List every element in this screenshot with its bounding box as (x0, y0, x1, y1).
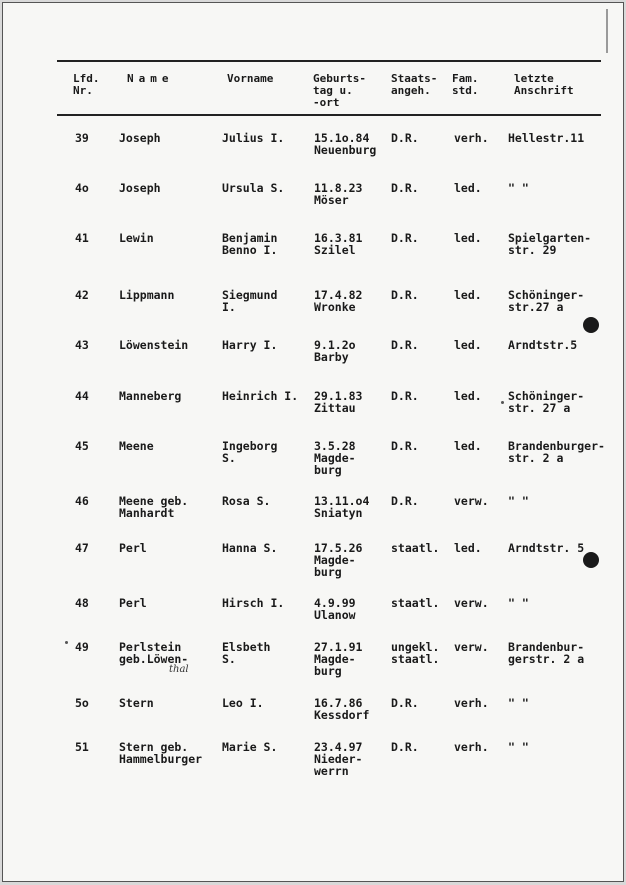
cell-vorname: Siegmund I. (222, 288, 278, 314)
cell-staat: D.R. (391, 181, 419, 195)
cell-geburt: 4.9.99 Ulanow (314, 596, 356, 622)
cell-geburt: 9.1.2o Barby (314, 338, 356, 364)
cell-fam: led. (454, 288, 482, 302)
header-adresse: letzte Anschrift (514, 72, 574, 97)
cell-adresse: Arndtstr. 5 (508, 541, 585, 555)
cell-vorname: Hanna S. (222, 541, 278, 555)
table-row (3, 232, 624, 282)
cell-adresse: Spielgarten- str. 29 (508, 231, 592, 257)
cell-adresse: Hellestr.11 (508, 131, 585, 145)
cell-fam: verw. (454, 640, 489, 654)
cell-geburt: 29.1.83 Zittau (314, 389, 363, 415)
handwritten-note: thal (169, 664, 189, 675)
cell-fam: led. (454, 389, 482, 403)
cell-name: Lippmann (119, 288, 175, 302)
cell-fam: led. (454, 338, 482, 352)
header-fam: Fam. std. (452, 72, 479, 97)
cell-geburt: 27.1.91 Magde- burg (314, 640, 363, 678)
cell-name: Löwenstein (119, 338, 189, 352)
cell-name: Joseph (119, 181, 161, 195)
cell-name: Stern geb. Hammelburger (119, 740, 203, 766)
cell-geburt: 16.3.81 Szilel (314, 231, 363, 257)
table-row (3, 542, 624, 592)
cell-fam: verw. (454, 494, 489, 508)
cell-geburt: 11.8.23 Möser (314, 181, 363, 207)
table-row (3, 182, 624, 232)
table-row (3, 741, 624, 791)
cell-name: Lewin (119, 231, 154, 245)
cell-nr: 46 (75, 494, 89, 508)
cell-adresse: " " (508, 181, 529, 195)
cell-nr: 44 (75, 389, 89, 403)
cell-geburt: 17.5.26 Magde- burg (314, 541, 363, 579)
cell-nr: 5o (75, 696, 89, 710)
cell-nr: 51 (75, 740, 89, 754)
cell-fam: led. (454, 231, 482, 245)
cell-vorname: Marie S. (222, 740, 278, 754)
cell-vorname: Leo I. (222, 696, 264, 710)
cell-staat: staatl. (391, 596, 440, 610)
cell-fam: verh. (454, 740, 489, 754)
header-name: Name (127, 72, 174, 85)
cell-vorname: Rosa S. (222, 494, 271, 508)
cell-adresse: " " (508, 696, 529, 710)
cell-fam: led. (454, 181, 482, 195)
cell-vorname: Heinrich I. (222, 389, 299, 403)
cell-staat: D.R. (391, 131, 419, 145)
cell-adresse: Arndtstr.5 (508, 338, 578, 352)
table-row (3, 641, 624, 691)
cell-geburt: 13.11.o4 Sniatyn (314, 494, 370, 520)
table-row (3, 390, 624, 440)
cell-adresse: Schöninger- str.27 a (508, 288, 585, 314)
header-nr: Lfd. Nr. (73, 72, 100, 97)
cell-vorname: Hirsch I. (222, 596, 285, 610)
cell-staat: ungekl. staatl. (391, 640, 440, 666)
cell-vorname: Julius I. (222, 131, 285, 145)
cell-geburt: 16.7.86 Kessdorf (314, 696, 370, 722)
table-row (3, 132, 624, 182)
cell-adresse: " " (508, 596, 529, 610)
table-row (3, 440, 624, 490)
margin-mark (606, 9, 608, 53)
header-geburt: Geburts- tag u. -ort (313, 72, 366, 109)
header-rule-top (57, 60, 601, 62)
cell-staat: staatl. (391, 541, 440, 555)
header-vorname: Vorname (227, 72, 274, 85)
ink-speck (501, 401, 504, 404)
cell-nr: 41 (75, 231, 89, 245)
cell-adresse: Brandenburger- str. 2 a (508, 439, 605, 465)
cell-name: Joseph (119, 131, 161, 145)
cell-name: Meene (119, 439, 154, 453)
cell-nr: 48 (75, 596, 89, 610)
cell-fam: verh. (454, 131, 489, 145)
cell-geburt: 15.1o.84 Neuenburg (314, 131, 377, 157)
cell-name: Perlstein geb.Löwen- (119, 640, 189, 666)
cell-fam: verh. (454, 696, 489, 710)
cell-nr: 4o (75, 181, 89, 195)
cell-adresse: " " (508, 740, 529, 754)
cell-vorname: Ingeborg S. (222, 439, 278, 465)
cell-fam: verw. (454, 596, 489, 610)
punch-hole (583, 552, 599, 568)
cell-staat: D.R. (391, 494, 419, 508)
cell-name: Stern (119, 696, 154, 710)
header-rule-bottom (57, 114, 601, 116)
cell-vorname: Ursula S. (222, 181, 285, 195)
cell-fam: led. (454, 439, 482, 453)
punch-hole (583, 317, 599, 333)
table-row (3, 339, 624, 389)
cell-nr: 47 (75, 541, 89, 555)
ink-speck (65, 641, 68, 644)
cell-name: Perl (119, 596, 147, 610)
cell-staat: D.R. (391, 389, 419, 403)
cell-nr: 39 (75, 131, 89, 145)
cell-name: Meene geb. Manhardt (119, 494, 189, 520)
cell-nr: 43 (75, 338, 89, 352)
cell-adresse: Schöninger- str. 27 a (508, 389, 585, 415)
cell-nr: 45 (75, 439, 89, 453)
cell-adresse: " " (508, 494, 529, 508)
cell-geburt: 23.4.97 Nieder- werrn (314, 740, 363, 778)
cell-nr: 49 (75, 640, 89, 654)
table-row (3, 495, 624, 545)
cell-geburt: 17.4.82 Wronke (314, 288, 363, 314)
cell-staat: D.R. (391, 338, 419, 352)
table-row (3, 289, 624, 339)
cell-vorname: Benjamin Benno I. (222, 231, 278, 257)
cell-staat: D.R. (391, 696, 419, 710)
cell-fam: led. (454, 541, 482, 555)
cell-nr: 42 (75, 288, 89, 302)
cell-geburt: 3.5.28 Magde- burg (314, 439, 356, 477)
cell-vorname: Elsbeth S. (222, 640, 271, 666)
cell-staat: D.R. (391, 231, 419, 245)
cell-staat: D.R. (391, 740, 419, 754)
cell-name: Manneberg (119, 389, 182, 403)
cell-adresse: Brandenbur- gerstr. 2 a (508, 640, 585, 666)
cell-name: Perl (119, 541, 147, 555)
header-staat: Staats- angeh. (391, 72, 438, 97)
cell-staat: D.R. (391, 439, 419, 453)
cell-vorname: Harry I. (222, 338, 278, 352)
document-page (2, 2, 624, 882)
cell-staat: D.R. (391, 288, 419, 302)
